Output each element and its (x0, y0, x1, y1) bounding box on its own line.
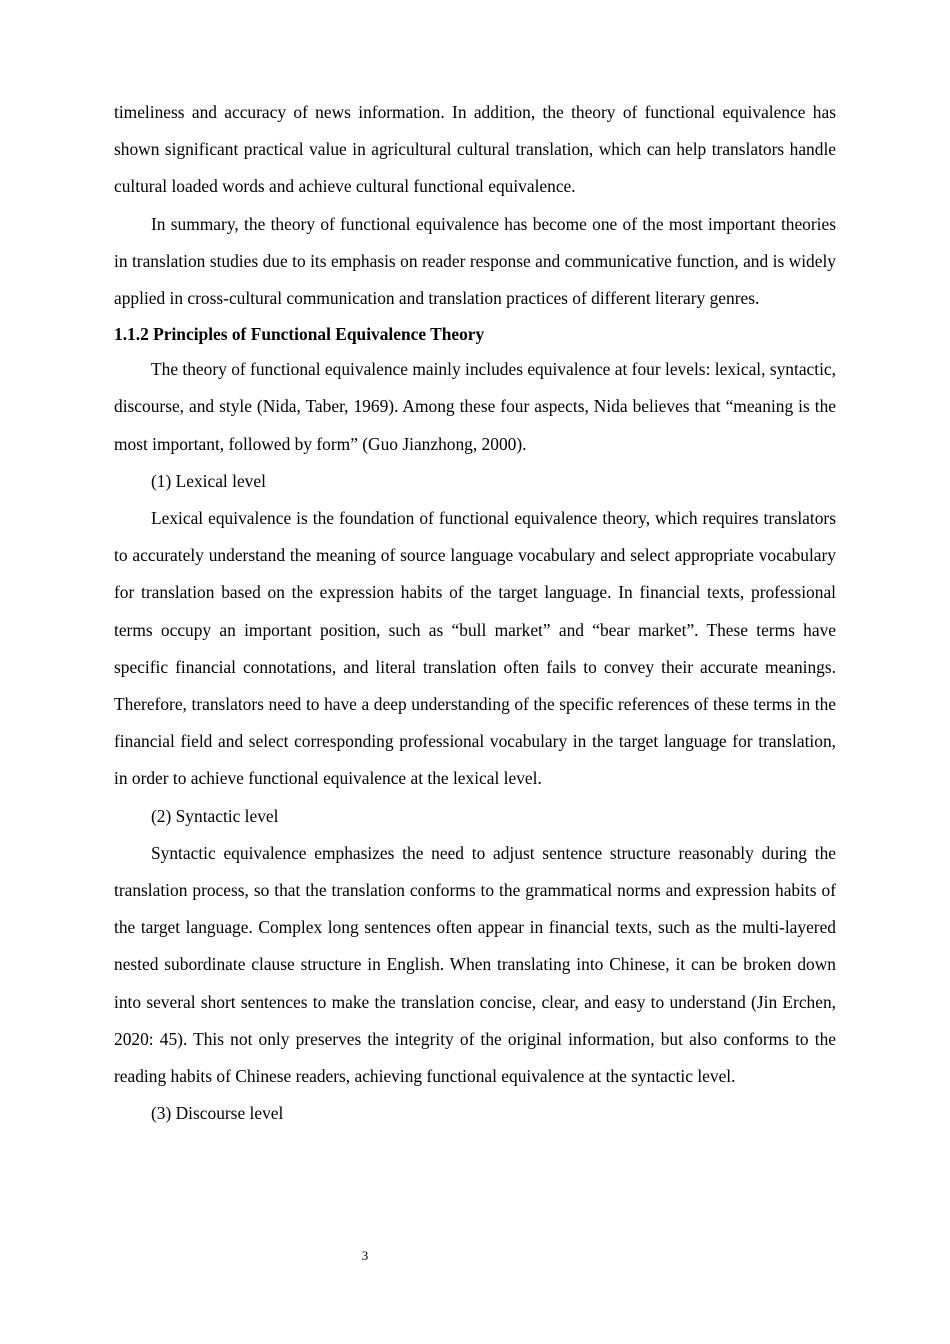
page-number: 3 (361, 1248, 369, 1263)
paragraph-continued: timeliness and accuracy of news information. In addition, the theory of functional equivalence has shown significant practical value in agricultural cultural translation, which can help translators handle cultural loaded words and achieve cultural functional equivalence. (114, 102, 836, 197)
section-heading: 1.1.2 Principles of Functional Equivalence Theory (114, 324, 485, 345)
paragraph-four-levels: The theory of functional equivalence mainly includes equivalence at four levels: lexical, syntactic, discourse, and style (Nida, Taber, 1969). Among these four aspects, Nida believes that “meaning is the most important, followed by form” (Guo Jianzhong, 2000). (114, 359, 836, 454)
subheading-discourse: (3) Discourse level (151, 1103, 284, 1124)
paragraph-lexical: Lexical equivalence is the foundation of functional equivalence theory, which requires translators to accurately understand the meaning of source language vocabulary and select appropriate vocabulary for translation based on the expression habits of the target language. In financial texts, professional terms occupy an important position, such as “bull market” and “bear market”. These terms have specific financial connotations, and literal translation often fails to convey their accurate meanings. Therefore, translators need to have a deep understanding of the specific references of these terms in the financial field and select corresponding professional vocabulary in the target language for translation, in order to achieve functional equivalence at the lexical level. (114, 508, 836, 789)
subheading-syntactic: (2) Syntactic level (151, 805, 279, 826)
paragraph-syntactic: Syntactic equivalence emphasizes the need to adjust sentence structure reasonably during the translation process, so that the translation conforms to the grammatical norms and expression habits of the target language. Complex long sentences often appear in financial texts, such as the multi-layered nested subordinate clause structure in English. When translating into Chinese, it can be broken down into several short sentences to make the translation concise, clear, and easy to understand (Jin Erchen, 2020: 45). This not only preserves the integrity of the original information, but also conforms to the reading habits of Chinese readers, achieving functional equivalence at the syntactic level. (114, 842, 836, 1087)
page-body (114, 94, 836, 1132)
paragraph-summary: In summary, the theory of functional equivalence has become one of the most important theories in translation studies due to its emphasis on reader response and communicative function, and is widely applied in cross-cultural communication and translation practices of different literary genres. (114, 213, 836, 309)
subheading-lexical: (1) Lexical level (151, 470, 266, 491)
